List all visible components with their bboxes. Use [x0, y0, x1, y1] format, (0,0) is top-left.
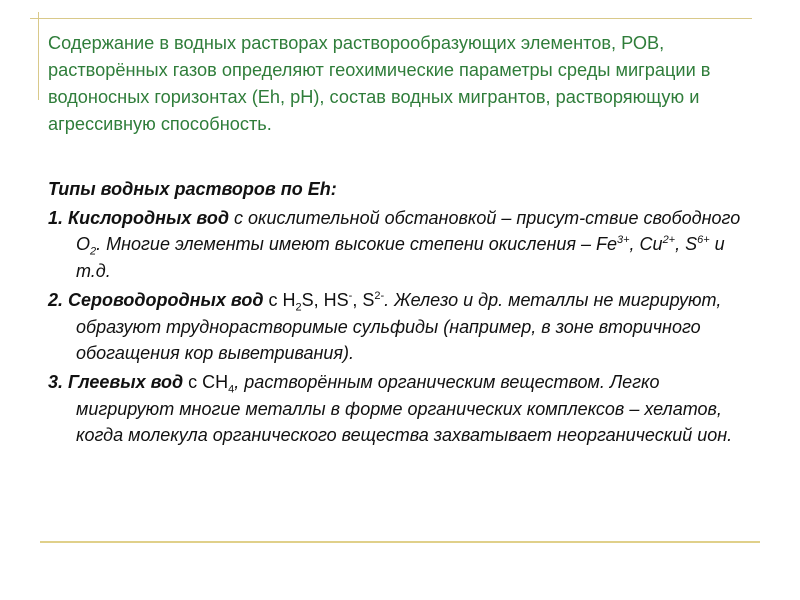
item-text: с окислительной обстановкой – присут-ствие свободного O [76, 207, 741, 255]
item-text: , S [352, 289, 375, 310]
decorative-vertical-rule [38, 12, 39, 100]
superscript: 3+ [617, 234, 630, 247]
slide-title: Содержание в водных растворах растворообразующих элементов, РОВ, растворённых газов определяют геохимические параметры среды миграции в водоносных горизонтах (Eh, pH), состав водных мигрантов, растворяющую и агрессивную способность. [48, 33, 711, 134]
item-text: с H [263, 289, 296, 310]
section-heading: Типы водных растворов по Eh: [48, 179, 337, 199]
superscript: 2+ [662, 234, 676, 247]
superscript: 2- [374, 289, 385, 302]
superscript: - [348, 289, 353, 302]
list-item-hydrogen-sulfide-waters [48, 287, 748, 367]
list-item-oxygen-waters [48, 205, 748, 285]
subscript: 4 [228, 383, 235, 396]
item-text: , Cu [629, 234, 663, 255]
item-text: S, HS [301, 289, 349, 310]
item-text: . Многие элементы имеют высокие степени окисления – Fe [96, 234, 617, 255]
item-text: , растворённым органическим веществом. Легко мигрируют многие металлы в форме органических комплексов – хелатов, когда молекула органического вещества захватывает неорганический ион. [76, 371, 733, 446]
list-item-gley-waters [48, 369, 748, 449]
decorative-top-rule [30, 18, 752, 19]
item-lead: 2. Сероводородных вод [48, 289, 264, 310]
item-text: , S [675, 234, 698, 255]
decorative-bottom-rule [40, 541, 760, 543]
item-text: . Железо и др. металлы не мигрируют, образуют труднорастворимые сульфиды (например, в зоне вторичного обогащения кор выветривания). [76, 289, 722, 364]
slide-body [48, 176, 748, 451]
item-lead: 3. Глеевых вод [48, 371, 184, 392]
item-lead: 1. Кислородных вод [48, 207, 229, 228]
item-text: и т.д. [76, 234, 725, 282]
item-text: с CH [183, 371, 229, 392]
subscript: 2 [295, 301, 302, 314]
subscript: 2 [90, 246, 97, 258]
superscript: 6+ [697, 234, 710, 247]
